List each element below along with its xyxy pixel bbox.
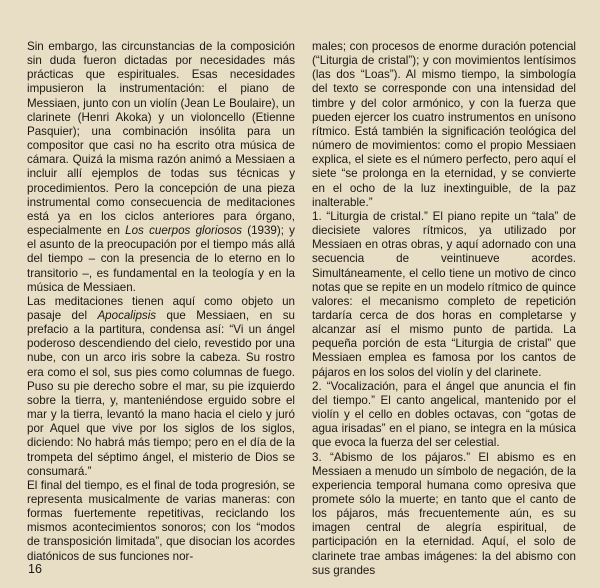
italic-title: Apocalipsis <box>97 308 157 322</box>
paragraph-text: 3. “Abismo de los pájaros.” El abismo es en Messiaen a menudo un símbolo de negación, de la experiencia temporal humana como opresiva que promete sólo la muerte; en tanto que el canto de los pájaros, más frecuentemente aún, es su imagen central de alegría espiritual, de participación en la eternidad. Aquí, el solo de clarinete trae ambas imágenes: la del abismo con sus grandes <box>312 450 576 577</box>
paragraph <box>27 479 295 564</box>
paragraph-text: El final del tiempo, es el final de toda progresión, se representa musicalmente de varias maneras: con formas fuertemente repetitivas, reciclando los mismos acontecimientos sonoros; con los “modos de transposición limitada”, que disocian los acordes diatónicos de sus funciones nor- <box>27 478 295 563</box>
paragraph-text: Sin embargo, las circunstancias de la composición sin duda fueron dictadas por necesidades más prácticas que espirituales. Esas necesidades impusieron la instrumentación: el piano de Messiaen, junto con un violín (Jean Le Boulaire), un clarinete (Henri Akoka) y un violoncello (Etienne Pasquier); una combinación insólita para un compositor que casi no ha escrito otra música de cámara. Quizá la misma razón animó a Messiaen a incluir allí ejemplos de todas sus técnicas y procedimientos. Pero la concepción de una pieza instrumental como consecuencia de meditaciones está ya en los ciclos anteriores para órgano, especialmente en <box>27 40 295 238</box>
paragraph-text: Las meditaciones tienen aquí como objeto un pasaje del <box>27 294 295 322</box>
paragraph <box>27 295 295 479</box>
paragraph <box>312 210 576 380</box>
italic-title: Los cuerpos gloriosos <box>125 224 242 238</box>
page-number: 16 <box>28 562 42 576</box>
paragraph-text: males; con procesos de enorme duración potencial (“Liturgia de cristal”); y con movimientos lentísimos (las dos “Loas”). Al mismo tiempo, la simbología del texto se corresponde con una intensidad del timbre y del color armónico, y con la fuerza que pueden ejercer los cuatro instrumentos en unísono rítmico. Está también la significación teológica del número de movimientos: como el propio Messiaen explica, el siete es el número perfecto, pero aquí el siete “se prolonga en la eternidad, y se convierte en el ocho de la luz inextinguible, de la paz inalterable.” <box>312 40 576 209</box>
paragraph <box>312 451 576 578</box>
paragraph <box>312 380 576 451</box>
paragraph-text: 1. “Liturgia de cristal.” El piano repite un “tala” de diecisiete valores rítmicos, ya utilizado por Messiaen en otras obras, y aquí adornado con una secuencia de veintinueve acordes. Simultáneamente, el cello tiene un motivo de cinco notas que se repite en un modelo rítmico de quince valores: el mecanismo completo de repetición tardaría cerca de dos horas en completarse y alcanzar así el mismo punto de partida. La pequeña porción de esta “Liturgia de cristal” que Messiaen emplea es famosa por los cantos de pájaros en los solos del violín y del clarinete. <box>312 209 576 379</box>
paragraph <box>27 40 295 295</box>
paragraph-text: que Messiaen, en su prefacio a la partitura, condensa así: “Vi un ángel poderoso descendiendo del cielo, revestido por una nube, con un arco iris sobre la cabeza. Su rostro era como el sol, sus pies como columnas de fuego. Puso su pie derecho sobre el mar, su pie izquierdo sobre la tierra, y, manteniéndose erguido sobre el mar y la tierra, levantó la mano hacia el cielo y juró por Aquel que vive por los siglos de los siglos, diciendo: No habrá más tiempo; pero en el día de la trompeta del séptimo ángel, el misterio de Dios se consumará.” <box>27 308 296 478</box>
paragraph-text: (1939); y el asunto de la preocupación por el tiempo más allá del tiempo – con la presencia de lo eterno en lo transitorio –, es fundamental en la teología y en la música de Messiaen. <box>27 224 295 294</box>
paragraph <box>312 40 576 210</box>
right-text-column <box>312 40 576 578</box>
paragraph-text: 2. “Vocalización, para el ángel que anuncia el fin del tiempo.” El canto angelical, mantenido por el violín y el cello en dobles octavas, con “gotas de agua irisadas” en el piano, se integra en la música que evoca la fuerza del ser celestial. <box>312 379 576 450</box>
left-text-column <box>27 40 295 564</box>
